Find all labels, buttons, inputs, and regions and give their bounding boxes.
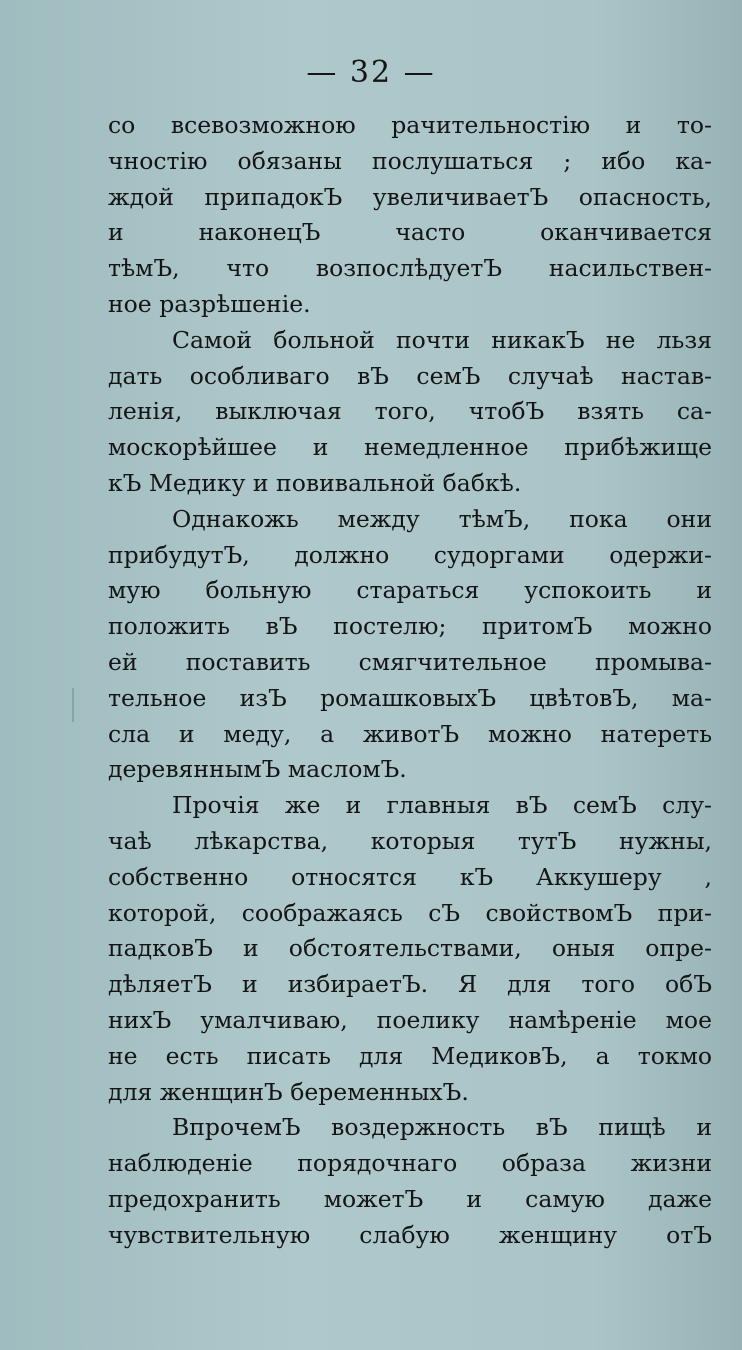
text-line: Прочія же и главныя вЪ семЪ слу- [172,791,712,820]
text-line: ей поставить смягчительное промыва- [108,647,712,676]
text-line: нихЪ умалчиваю, поелику намѣреніе мое [108,1005,712,1034]
text-line: тельное изЪ ромашковыхЪ цвѣтовЪ, ма- [108,683,712,712]
text-line: положить вЪ постелю; притомЪ можно [108,612,712,641]
text-line: чувствительную слабую женщину отЪ [108,1220,712,1249]
text-line: которой, соображаясь сЪ свойствомЪ при- [108,898,712,927]
paragraph [108,108,712,323]
text-line: сла и меду, а животЪ можно натереть [108,719,712,748]
text-line: ВпрочемЪ воздержность вЪ пищѣ и [172,1113,712,1142]
text-line: Однакожь между тѣмЪ, пока они [172,504,712,533]
text-line: дать особливаго вЪ семЪ случаѣ настав- [108,361,712,390]
text-line: мoскорѣйшее и немедленное прибѣжище [108,433,712,462]
text-line: падковЪ и обстоятельствами, оныя опре- [108,934,712,963]
margin-mark [72,688,74,722]
text-line: собственно относятся кЪ Аккушеру , [108,862,712,891]
text-line: наблюденіе порядочнаго образа жизни [108,1149,712,1178]
text-line: ждой припадокЪ увеличиваетЪ опасность, [108,182,712,211]
text-line: ное разрѣшеніе. [108,289,311,318]
paragraph [108,1110,712,1253]
text-line: со всевозможною рачительностію и то- [108,111,712,139]
body-text [108,108,712,1254]
text-line: дѣляетЪ и избираетЪ. Я для того обЪ [108,970,712,999]
text-line: Самой больной почти никакЪ не льзя [172,325,712,354]
paragraph [108,323,712,502]
text-line: не есть писать для МедиковЪ, а токмо [108,1041,712,1070]
text-line: деревяннымЪ масломЪ. [108,755,407,784]
text-line: чностію обязаны послушаться ; ибо ка- [108,146,712,175]
text-line: мую больную стараться успокоить и [108,576,712,605]
text-line: предохранить можетЪ и самую даже [108,1184,712,1213]
text-line: и наконецЪ часто оканчивается [108,218,712,247]
paragraph [108,502,712,788]
text-line: ленія, выключая того, чтобЪ взять са- [108,397,712,426]
text-line: для женщинЪ беременныхЪ. [108,1077,469,1106]
text-line: чаѣ лѣкарства, которыя тутЪ нужны, [108,826,712,855]
text-line: кЪ Медику и повивальной бабкѣ. [108,468,522,497]
text-line: прибудутЪ, должно судоргами одержи- [108,540,712,569]
text-line: тѣмЪ, что возпослѣдуетЪ насильствен- [108,254,712,283]
page-number: — 32 — [306,55,436,90]
paragraph [108,788,712,1110]
